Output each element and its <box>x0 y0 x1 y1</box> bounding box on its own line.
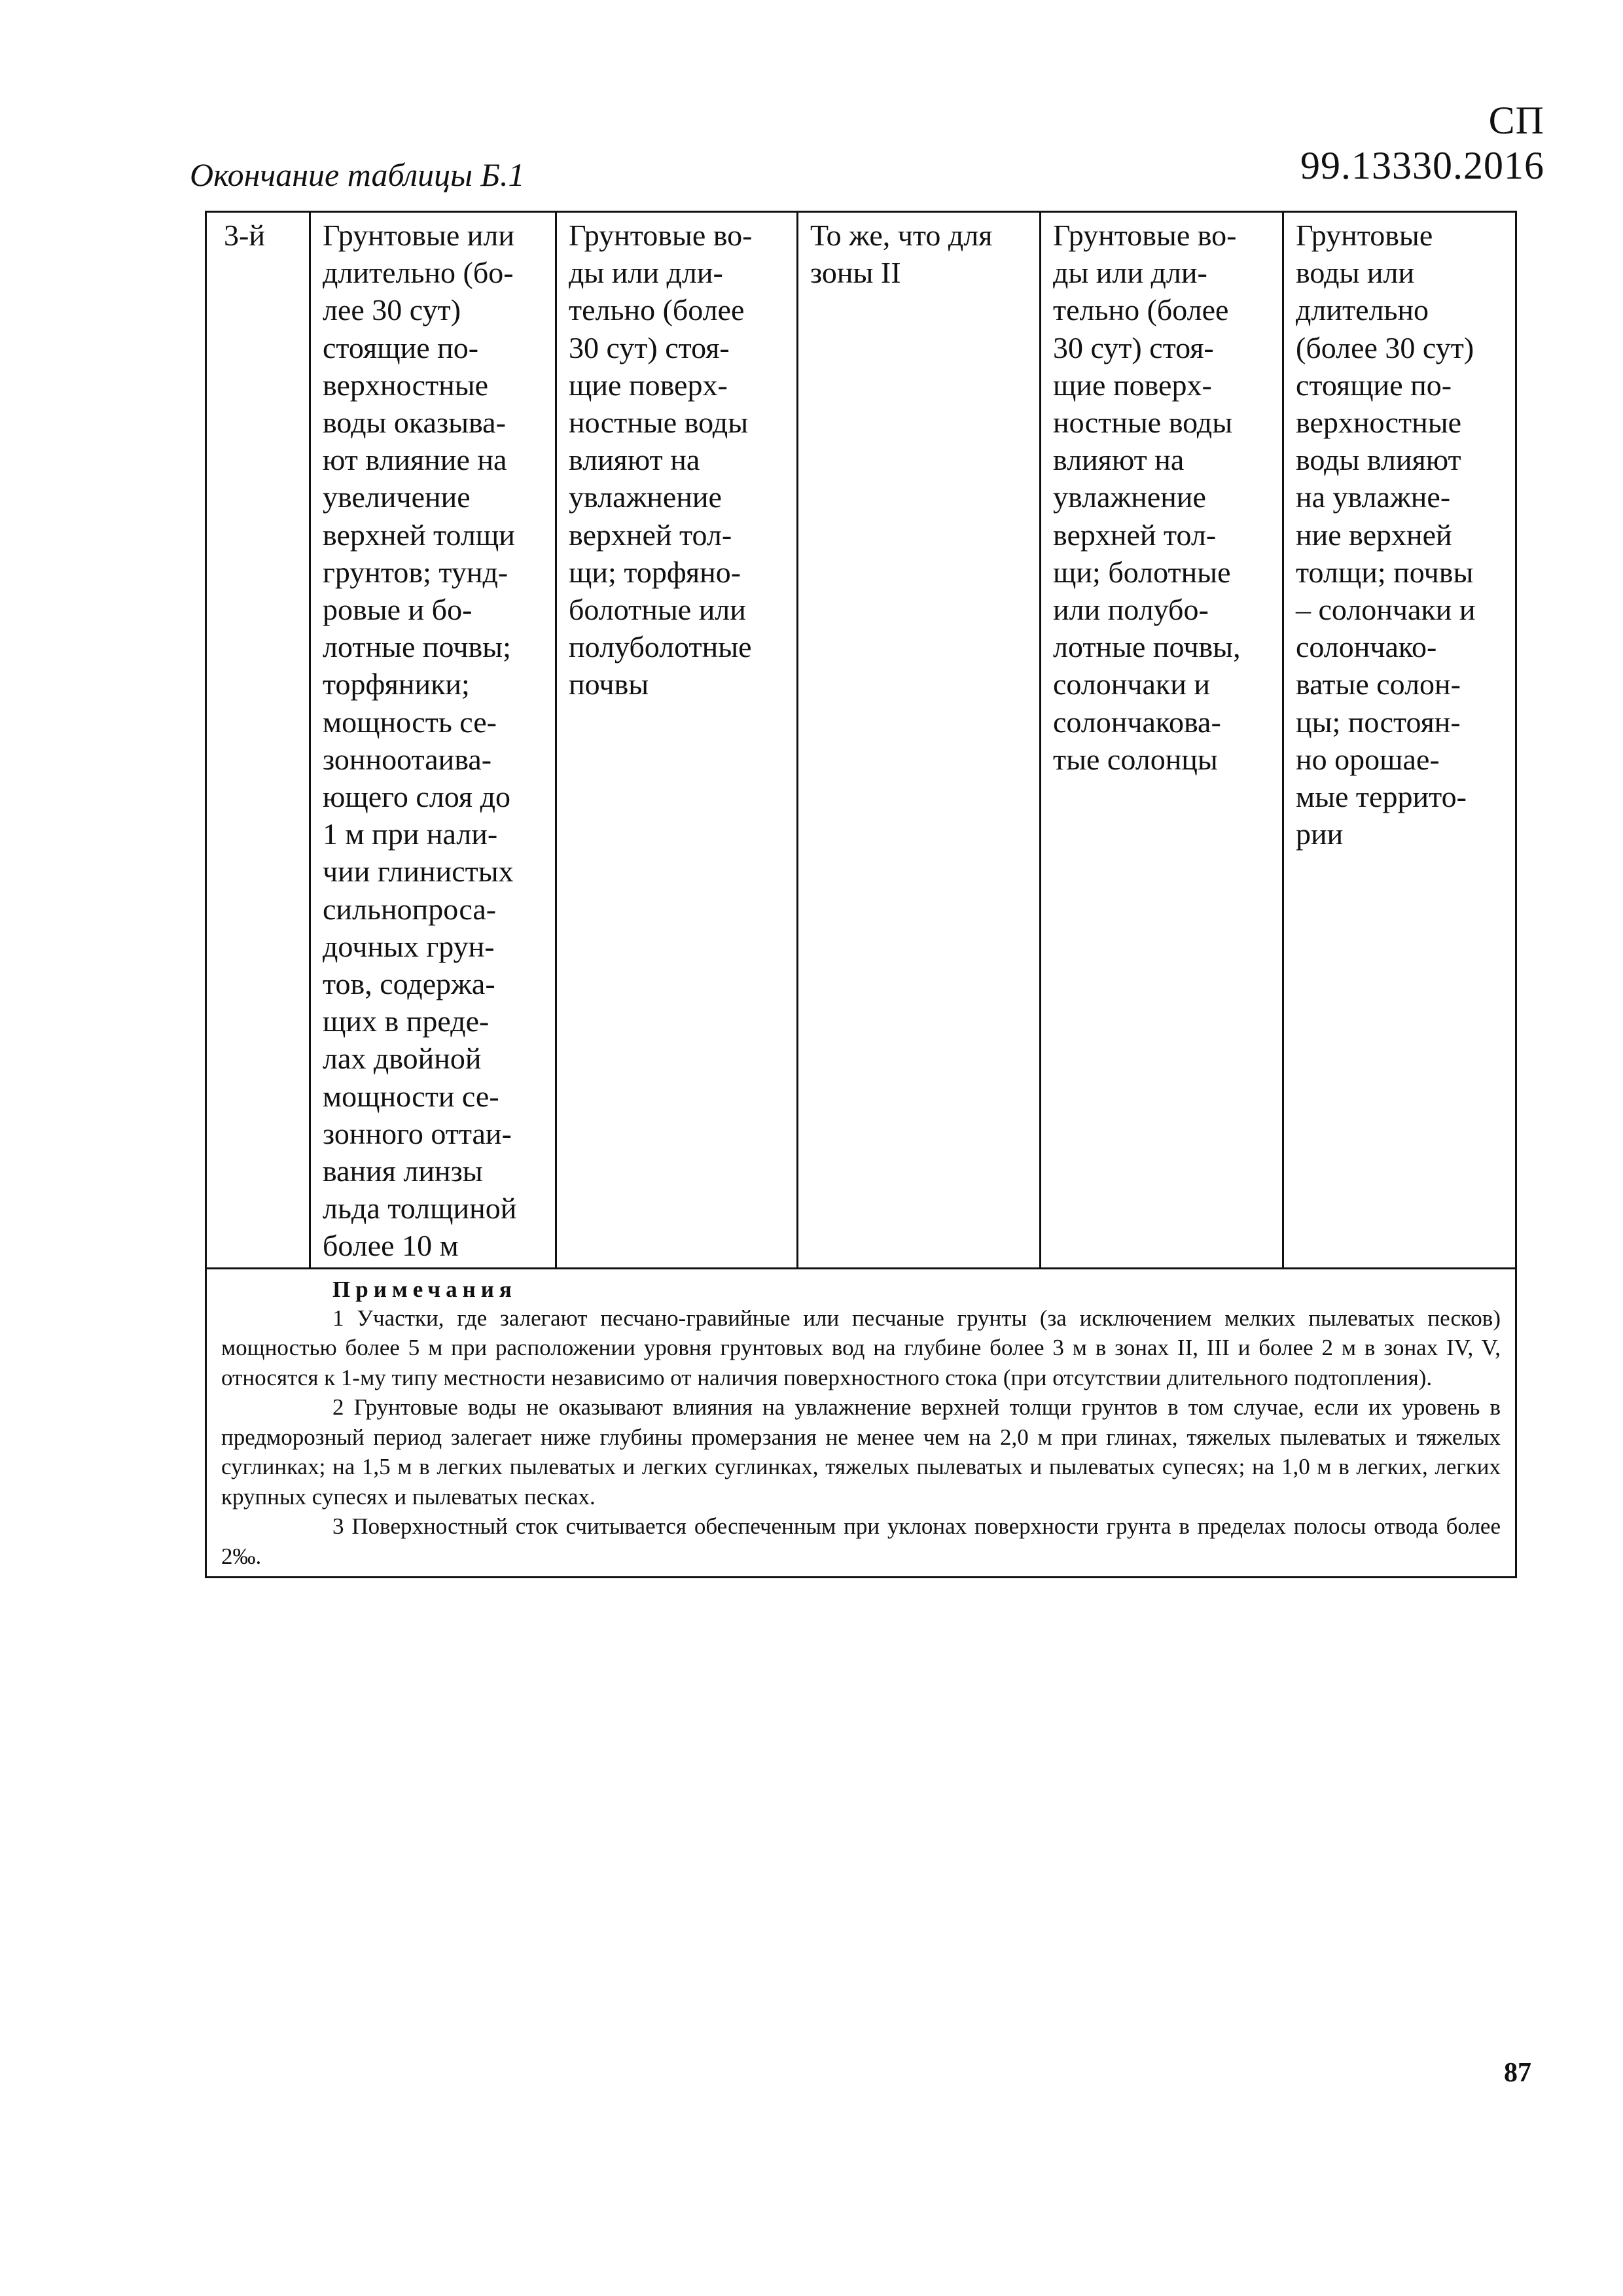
soil-type-table <box>205 211 1517 1578</box>
cell-line: (более 30 сут) <box>1296 330 1474 364</box>
cell-line: солончако- <box>1296 630 1437 664</box>
note-1: 1 Участки, где залегают песчано-гравийные или песчаные грунты (за исключением мелких пылеватых песков) мощностью более 5 м при расположении уровня грунтовых вод на глубине более 3 м в зонах II, III и более 2 м в зонах IV, V, относятся к 1-му типу местности независимо от наличия поверхностного стока (при отсутствии длительного подтопления). <box>221 1305 1501 1390</box>
cell-line: лах двойной <box>323 1042 482 1076</box>
cell-line: верхней толщи <box>323 518 515 552</box>
note-3: 3 Поверхностный сток считывается обеспеченным при уклонах поверхности грунта в пределах полосы отвода более 2‰. <box>221 1513 1501 1569</box>
cell-line: тов, содержа- <box>323 967 495 1001</box>
cell-line: мые террито- <box>1296 780 1467 814</box>
cell-line: зоны II <box>810 256 901 290</box>
cell-line: полуболотные <box>569 630 752 664</box>
cell-line: лее 30 сут) <box>323 293 461 327</box>
cell-line: увеличение <box>323 480 471 514</box>
page-number: 87 <box>1504 2058 1531 2088</box>
zone-cell <box>1041 212 1283 1269</box>
cell-line: длительно (бо- <box>323 256 514 290</box>
cell-line: стоящие по- <box>1296 368 1452 402</box>
cell-line: щие поверх- <box>569 368 728 402</box>
cell-line: ние верхней <box>1296 518 1452 552</box>
cell-line: воды оказыва- <box>323 406 506 440</box>
zone-cell <box>1283 212 1516 1269</box>
document-code: СП 99.13330.2016 <box>1300 99 1544 187</box>
cell-line: сильнопроса- <box>323 892 497 926</box>
cell-line: Грунтовые во- <box>1053 219 1237 252</box>
cell-line: на увлажне- <box>1296 480 1451 514</box>
zone-cell <box>310 212 556 1269</box>
cell-line: вания линзы <box>323 1154 483 1188</box>
zone-cell <box>556 212 798 1269</box>
cell-line: ровые и бо- <box>323 593 473 627</box>
cell-line: 30 сут) стоя- <box>569 330 730 364</box>
cell-line: мощности се- <box>323 1079 499 1113</box>
cell-line: или полубо- <box>1053 593 1209 627</box>
cell-line: рии <box>1296 817 1344 851</box>
cell-line: зонного оттаи- <box>323 1116 512 1150</box>
terrain-type-label: 3-й <box>224 219 265 252</box>
cell-line: верхней тол- <box>1053 518 1217 552</box>
cell-line: грунтов; тунд- <box>323 555 508 589</box>
notes-cell <box>206 1268 1516 1578</box>
cell-line: щи; болотные <box>1053 555 1231 589</box>
cell-line: верхней тол- <box>569 518 732 552</box>
cell-line: Грунтовые <box>1296 219 1433 252</box>
notes-row <box>206 1268 1516 1578</box>
cell-line: почвы <box>569 667 649 701</box>
cell-line: зонноотаива- <box>323 742 492 776</box>
notes-heading: Примечания <box>332 1276 517 1302</box>
cell-line: более 10 м <box>323 1229 459 1263</box>
cell-line: льда толщиной <box>323 1192 517 1226</box>
cell-line: стоящие по- <box>323 330 479 364</box>
cell-line: лотные почвы; <box>323 630 511 664</box>
cell-line: воды или <box>1296 256 1415 290</box>
cell-line: чии глинистых <box>323 855 514 889</box>
cell-line: – солончаки и <box>1296 593 1476 627</box>
cell-line: влияют на <box>1053 443 1185 477</box>
cell-line: ды или дли- <box>1053 256 1207 290</box>
cell-line: ды или дли- <box>569 256 723 290</box>
cell-line: верхностные <box>1296 406 1462 440</box>
cell-line: лотные почвы, <box>1053 630 1241 664</box>
cell-line: 30 сут) стоя- <box>1053 330 1214 364</box>
cell-line: солончаки и <box>1053 667 1211 701</box>
cell-line: тельно (более <box>569 293 745 327</box>
note-2: 2 Грунтовые воды не оказывают влияния на увлажнение верхней толщи грунтов в том случае, если их уровень в предморозный период залегает ниже глубины промерзания не менее чем на 2,0 м при глинах, тяжелых пылеватых и тяжелых суглинках; на 1,5 м в легких пылеватых и легких суглинках, тяжелых пылеватых и пылеватых супесях; на 1,0 м в легких, легких крупных супесях и пылеватых песках. <box>221 1394 1501 1510</box>
cell-line: дочных грун- <box>323 929 495 963</box>
cell-line: тые солонцы <box>1053 742 1218 776</box>
cell-line: увлажнение <box>1053 480 1206 514</box>
cell-line: Грунтовые или <box>323 219 514 252</box>
cell-line: 1 м при нали- <box>323 817 498 851</box>
table-caption: Окончание таблицы Б.1 <box>190 156 525 193</box>
cell-line: болотные или <box>569 593 746 627</box>
cell-line: увлажнение <box>569 480 722 514</box>
cell-line: щие поверх- <box>1053 368 1212 402</box>
cell-line: То же, что для <box>810 219 993 252</box>
cell-line: Грунтовые во- <box>569 219 753 252</box>
cell-line: ностные воды <box>569 406 749 440</box>
cell-line: щих в преде- <box>323 1004 490 1038</box>
cell-line: щи; торфяно- <box>569 555 741 589</box>
terrain-type-cell <box>206 212 310 1269</box>
cell-line: ватые солон- <box>1296 667 1461 701</box>
cell-line: верхностные <box>323 368 489 402</box>
cell-line: воды влияют <box>1296 443 1461 477</box>
cell-line: ющего слоя до <box>323 780 510 814</box>
cell-line: мощность се- <box>323 705 497 739</box>
cell-line: цы; постоян- <box>1296 705 1461 739</box>
cell-line: влияют на <box>569 443 700 477</box>
cell-line: толщи; почвы <box>1296 555 1474 589</box>
cell-line: солончакова- <box>1053 705 1221 739</box>
cell-line: тельно (более <box>1053 293 1229 327</box>
cell-line: торфяники; <box>323 667 470 701</box>
cell-line: ностные воды <box>1053 406 1233 440</box>
table-row <box>206 212 1516 1269</box>
cell-line: ют влияние на <box>323 443 507 477</box>
cell-line: но орошае- <box>1296 742 1440 776</box>
cell-line: длительно <box>1296 293 1429 327</box>
zone-cell <box>798 212 1041 1269</box>
